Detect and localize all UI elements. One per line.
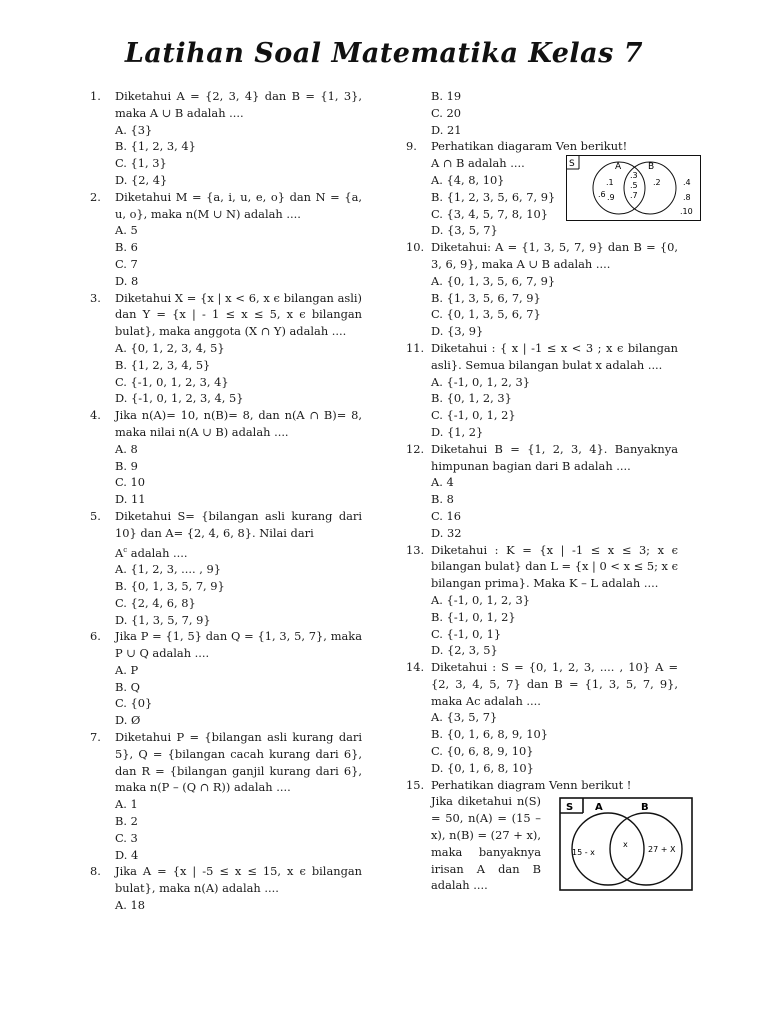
- option-a: A. {0, 1, 2, 3, 4, 5}: [115, 340, 225, 355]
- option-a: A. {3, 5, 7}: [431, 710, 498, 725]
- option-b: B. {1, 3, 5, 6, 7, 9}: [431, 290, 541, 305]
- option-b: B. {1, 2, 3, 4, 5}: [115, 357, 211, 372]
- question-number: 5.: [90, 508, 101, 523]
- option-b: B. 8: [431, 492, 454, 507]
- question-number: 11.: [406, 340, 425, 355]
- complement-base: A: [115, 545, 124, 560]
- option-b: B. {0, 1, 6, 8, 9, 10}: [431, 727, 549, 742]
- a-only-element: .6: [598, 190, 606, 200]
- question-8-continued: [431, 88, 678, 138]
- question-number: 3.: [90, 290, 101, 305]
- option-d: D. {3, 5, 7}: [431, 223, 498, 238]
- option-c: C. {-1, 0, 1}: [431, 626, 502, 641]
- option-c: C. 20: [431, 105, 462, 120]
- intersection-element: .5: [630, 181, 638, 191]
- b-only-region: 27 + X: [648, 845, 676, 855]
- option-c: C. {0, 6, 8, 9, 10}: [431, 744, 534, 759]
- a-only-region: 15 - x: [572, 848, 595, 858]
- question-stem: Perhatikan diagaram Ven berikut!: [431, 139, 628, 154]
- left-column: [90, 88, 362, 914]
- a-only-element: .1: [606, 178, 614, 188]
- option-d: D. {2, 4}: [115, 172, 168, 187]
- venn-diagram-q9: [566, 155, 701, 221]
- option-b: B. Q: [115, 679, 140, 694]
- question-13: [406, 542, 678, 660]
- question-10: [406, 239, 678, 340]
- option-d: D. Ø: [115, 713, 141, 728]
- option-d: D. 32: [431, 525, 462, 540]
- question-1: [90, 88, 362, 189]
- option-d: D. 4: [115, 847, 139, 862]
- intersection-element: .3: [630, 171, 638, 181]
- option-c: C. {-1, 0, 1, 2}: [431, 408, 516, 423]
- option-d: D. 11: [115, 492, 146, 507]
- question-number: 15.: [406, 777, 425, 792]
- set-b-label: B: [648, 162, 655, 173]
- question-number: 10.: [406, 240, 425, 255]
- question-number: 4.: [90, 408, 101, 423]
- question-number: 7.: [90, 730, 101, 745]
- question-number: 14.: [406, 660, 425, 675]
- b-only-element: .2: [653, 178, 661, 188]
- venn-diagram-q15: [559, 797, 693, 891]
- option-d: D. {-1, 0, 1, 2, 3, 4, 5}: [115, 391, 244, 406]
- option-b: B. {-1, 0, 1, 2}: [431, 609, 516, 624]
- option-a: A. {0, 1, 3, 5, 6, 7, 9}: [431, 273, 556, 288]
- option-b: B. {1, 2, 3, 5, 6, 7, 9}: [431, 189, 556, 204]
- option-a: A. {3}: [115, 122, 153, 137]
- outside-element: .4: [683, 178, 691, 188]
- option-d: D. 21: [431, 122, 462, 137]
- question-stem: Diketahui: A = {1, 3, 5, 7, 9} dan B = {0, 3, 6, 9}, maka A ∪ B adalah ....: [431, 240, 678, 271]
- intersection-element: .7: [630, 191, 638, 201]
- question-2: [90, 189, 362, 290]
- question-stem: Diketahui P = {bilangan asli kurang dari 5}, Q = {bilangan cacah kurang dari 6}, dan R = {bilangan ganjil kurang dari 6}, maka n(P – (Q ∩ R)) adalah ....: [115, 730, 362, 795]
- complement-superscript: c: [123, 545, 128, 554]
- option-b: B. 9: [115, 458, 138, 473]
- question-number: 13.: [406, 542, 425, 557]
- option-c: C. {-1, 0, 1, 2, 3, 4}: [115, 374, 229, 389]
- option-c: C. 10: [115, 475, 146, 490]
- option-a: A. 18: [115, 898, 145, 913]
- stem-tail: adalah ....: [127, 545, 188, 560]
- option-c: C. {3, 4, 5, 7, 8, 10}: [431, 206, 548, 221]
- option-b: B. {0, 1, 2, 3}: [431, 391, 512, 406]
- a-only-element: .9: [607, 193, 615, 203]
- question-number: 1.: [90, 89, 101, 103]
- question-12: [406, 441, 678, 542]
- question-stem: Diketahui B = {1, 2, 3, 4}. Banyaknya himpunan bagian dari B adalah ....: [431, 441, 678, 473]
- option-c: C. {0}: [115, 696, 153, 711]
- outside-element: .10: [680, 207, 693, 217]
- option-d: D. {1, 2}: [431, 424, 484, 439]
- option-b: B. 2: [115, 814, 138, 829]
- question-number: 6.: [90, 629, 101, 644]
- universe-label: S: [566, 802, 574, 814]
- question-stem: Diketahui S= {bilangan asli kurang dari 10} dan A= {2, 4, 6, 8}. Nilai dari: [115, 508, 362, 540]
- question-stem-line2: A ∩ B adalah ....: [431, 156, 525, 171]
- question-11: [406, 340, 678, 441]
- option-d: D. {3, 9}: [431, 324, 484, 339]
- question-stem: Diketahui : S = {0, 1, 2, 3, .... , 10} A = {2, 3, 4, 5, 7} dan B = {1, 3, 5, 7, 9}, maka Ac adalah ....: [431, 660, 678, 708]
- option-b: B. 6: [115, 240, 138, 255]
- option-a: A. P: [115, 662, 139, 677]
- option-c: C. {1, 3}: [115, 156, 167, 171]
- option-a: A. {-1, 0, 1, 2, 3}: [431, 374, 531, 389]
- question-number: 2.: [90, 189, 101, 204]
- question-stem-end: [115, 542, 362, 562]
- question-8: [90, 863, 362, 913]
- right-column: [406, 88, 693, 894]
- option-a: A. {4, 8, 10}: [431, 172, 505, 187]
- question-stem: Diketahui X = {x | x < 6, x ϵ bilangan asli) dan Y = {x | - 1 ≤ x ≤ 5, x ϵ bilangan bulat}, maka anggota (X ∩ Y) adalah ....: [115, 290, 362, 339]
- question-stem: Perhatikan diagram Venn berikut !: [431, 777, 632, 792]
- universe-label: S: [569, 159, 575, 170]
- question-stem: Diketahui : { x | -1 ≤ x < 3 ; x ϵ bilangan asli}. Semua bilangan bulat x adalah ....: [431, 340, 678, 372]
- intersection-region: x: [623, 840, 628, 850]
- page-title: Latihan Soal Matematika Kelas 7: [124, 38, 644, 69]
- question-number: 9.: [406, 139, 417, 154]
- option-a: A. {-1, 0, 1, 2, 3}: [431, 592, 531, 607]
- set-b-label: B: [641, 802, 649, 814]
- question-15: [406, 777, 678, 895]
- question-7: [90, 729, 362, 863]
- set-a-label: A: [615, 162, 622, 173]
- question-stem: Jika A = {x | -5 ≤ x ≤ 15, x ϵ bilangan bulat}, maka n(A) adalah ....: [115, 864, 362, 896]
- question-3: [90, 290, 362, 408]
- option-b: B. {1, 2, 3, 4}: [115, 139, 196, 154]
- option-d: D. {2, 3, 5}: [431, 643, 498, 658]
- question-stem-details: Jika diketahui n(S) = 50, n(A) = (15 – x), n(B) = (27 + x), maka banyaknya irisan A dan B adalah ....: [431, 794, 541, 893]
- question-9: [406, 138, 693, 239]
- question-5: [90, 508, 362, 628]
- question-stem: Diketahui M = {a, i, u, e, o} dan N = {a, u, o}, maka n(M ∪ N) adalah ....: [115, 189, 362, 221]
- option-a: A. 5: [115, 223, 138, 238]
- option-d: D. {0, 1, 6, 8, 10}: [431, 760, 534, 775]
- question-stem: Diketahui A = {2, 3, 4} dan B = {1, 3}, maka A ∪ B adalah ....: [115, 89, 362, 120]
- question-stem: Jika n(A)= 10, n(B)= 8, dan n(A ∩ B)= 8, maka nilai n(A ∪ B) adalah ....: [115, 408, 362, 439]
- question-stem: Jika P = {1, 5} dan Q = {1, 3, 5, 7}, maka P ∪ Q adalah ....: [115, 629, 362, 661]
- question-14: [406, 659, 678, 777]
- option-a: A. 4: [431, 475, 454, 490]
- question-number: 12.: [406, 441, 425, 456]
- option-c: C. 7: [115, 256, 138, 271]
- option-b: B. 19: [431, 89, 462, 103]
- option-c: C. {2, 4, 6, 8}: [115, 595, 196, 610]
- question-stem: Diketahui : K = {x | -1 ≤ x ≤ 3; x ϵ bilangan bulat} dan L = {x | 0 < x ≤ 5; x ϵ bilangan prima}. Maka K – L adalah ....: [431, 542, 678, 591]
- set-a-label: A: [595, 802, 603, 814]
- option-c: C. 16: [431, 508, 462, 523]
- question-6: [90, 628, 362, 729]
- option-b: B. {0, 1, 3, 5, 7, 9}: [115, 578, 225, 593]
- option-a: A. 1: [115, 797, 138, 812]
- option-c: C. {0, 1, 3, 5, 6, 7}: [431, 307, 541, 322]
- option-a: A. 8: [115, 441, 138, 456]
- option-a: A. {1, 2, 3, .... , 9}: [115, 562, 222, 577]
- question-4: [90, 407, 362, 508]
- option-d: D. 8: [115, 273, 139, 288]
- option-d: D. {1, 3, 5, 7, 9}: [115, 612, 211, 627]
- question-number: 8.: [90, 864, 101, 879]
- outside-element: .8: [683, 193, 691, 203]
- option-c: C. 3: [115, 830, 138, 845]
